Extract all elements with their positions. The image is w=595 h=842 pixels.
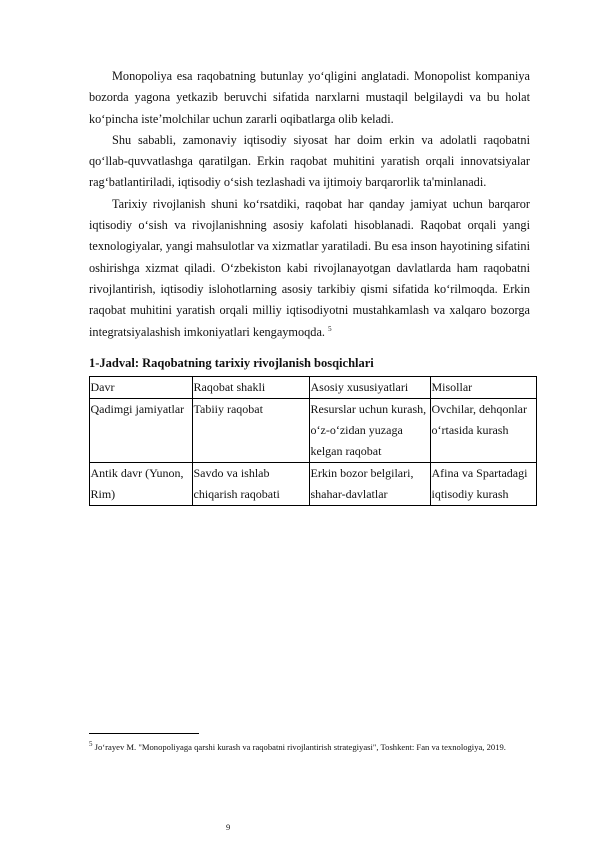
history-table <box>89 376 537 506</box>
header-cell-examples: Misollar <box>431 376 537 398</box>
paragraph-1: Monopoliya esa raqobatning butunlay yo‘qligini anglatadi. Monopolist kompaniya bozorda yagona yetkazib beruvchi sifatida narxlarni mustaqil belgilaydi va bu holat ko‘pincha iste’molchilar uchun zararli oqibatlarga olib keladi. <box>89 69 530 126</box>
table-cell: Antik davr (Yunon, Rim) <box>90 462 193 505</box>
table-cell: Erkin bozor belgilari, shahar-davlatlar <box>310 462 431 505</box>
table-header-row <box>90 376 537 398</box>
header-cell-features: Asosiy xususiyatlari <box>310 376 431 398</box>
paragraph-3-text: Tarixiy rivojlanish shuni ko‘rsatdiki, raqobat har qanday jamiyat uchun barqaror iqtisodiy o‘sish va rivojlanishning asosiy kafolati hisoblanadi. Raqobat orqali yangi texnologiyalar, yangi mahsulotlar va xizmatlar yaratiladi. Bu esa inson hayotining sifatini oshirishga xizmat qiladi. O‘zbekiston kabi rivojlanayotgan davlatlarda ham raqobatni rivojlantirish, iqtisodiy islohotlarning asosiy tarkibiy qismi sifatida ko‘rilmoqda. Erkin raqobat muhitini yaratish orqali milliy iqtisodiyotni mustahkamlash va xalqaro bozorga integratsiyalashish imkoniyatlari kengaymoqda. <box>89 196 530 339</box>
table-caption: 1-Jadval: Raqobatning tarixiy rivojlanish bosqichlari <box>89 355 374 370</box>
footnote-divider <box>89 733 199 734</box>
table-cell: Savdo va ishlab chiqarish raqobati <box>193 462 310 505</box>
footnote-reference[interactable]: 5 <box>328 324 332 333</box>
paragraph-2: Shu sababli, zamonaviy iqtisodiy siyosat har doim erkin va adolatli raqobatni qo‘llab-quvvatlashga qaratilgan. Erkin raqobat muhitini yaratish orqali innovatsiyalar rag‘batlantiriladi, iqtisodiy o‘sish tezlashadi va ijtimoiy barqarorlik ta'minlanadi. <box>89 132 530 190</box>
page-content <box>89 66 530 506</box>
footnote-number: 5 <box>89 740 93 749</box>
table-row <box>90 398 537 462</box>
paragraph-3 <box>89 194 530 343</box>
header-cell-form: Raqobat shakli <box>193 376 310 398</box>
page-number: 9 <box>226 822 231 832</box>
table-cell: Resurslar uchun kurash, o‘z-o‘zidan yuzaga kelgan raqobat <box>310 398 431 462</box>
table-cell: Afina va Spartadagi iqtisodiy kurash <box>431 462 537 505</box>
table-cell: Qadimgi jamiyatlar <box>90 398 193 462</box>
table-cell: Ovchilar, dehqonlar o‘rtasida kurash <box>431 398 537 462</box>
footnote <box>89 738 539 756</box>
header-cell-period: Davr <box>90 376 193 398</box>
table-cell: Tabiiy raqobat <box>193 398 310 462</box>
table-row <box>90 462 537 505</box>
footnote-text: Jo‘rayev M. "Monopoliyaga qarshi kurash va raqobatni rivojlantirish strategiyasi", Toshkent: Fan va texnologiya, 2019. <box>94 742 506 752</box>
